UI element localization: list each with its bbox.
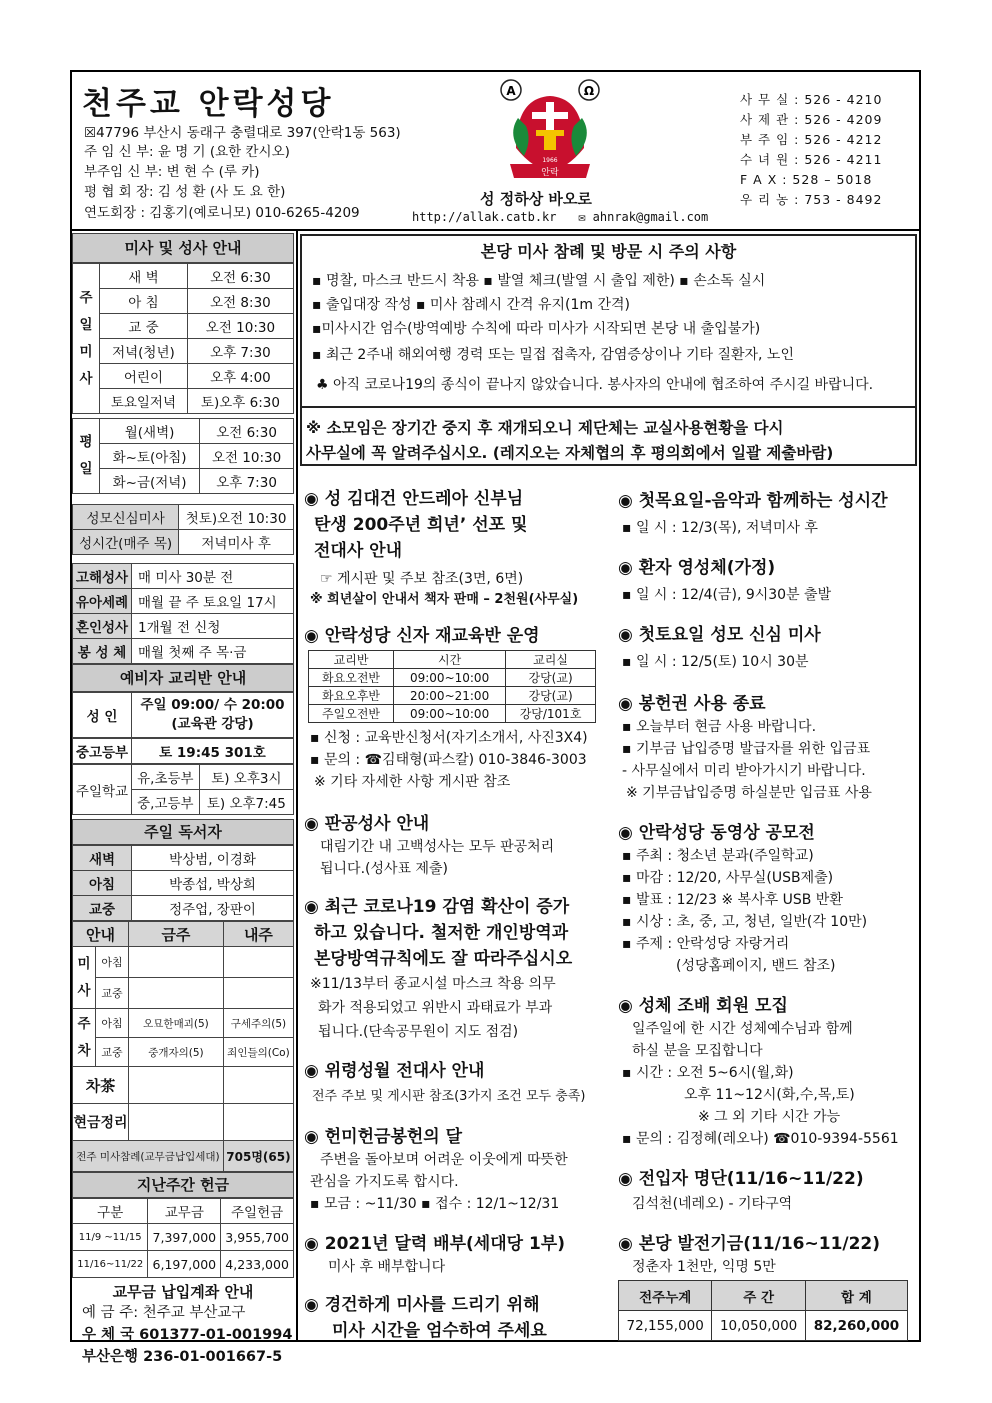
devotion-name: 성시간(매주 목) <box>73 530 179 555</box>
souls-title: ◉ 위령성월 전대사 안내 <box>304 1061 485 1081</box>
kim-line: ☞ 게시판 및 주보 참조(3면, 6면) <box>320 571 524 587</box>
contact-farm: 우 리 농 : 753 - 8492 <box>740 192 883 207</box>
video-line: ▪ 마감 : 12/20, 사무실(USB제출) <box>622 870 834 886</box>
mass-name: 새 벽 <box>100 264 188 289</box>
mass-name: 아 침 <box>100 289 188 314</box>
sacrament-info: 1개월 전 신청 <box>132 614 294 639</box>
coupon-line: ▪ 오늘부터 현금 사용 바랍니다. <box>622 719 817 735</box>
mass-time: 오후 7:30 <box>200 469 294 494</box>
fund-weekly: 10,050,000 <box>712 1311 805 1341</box>
mass-time: 오전 6:30 <box>200 419 294 444</box>
council-line: 평 협 회 장: 김 성 환 (사 도 요 한) <box>84 184 286 200</box>
punctual-title: ◉ 경건하게 미사를 드리기 위해 <box>304 1295 540 1315</box>
duty-slot: 아침 <box>96 1009 129 1038</box>
duty-table <box>72 921 294 1172</box>
confession-line: 됩니다.(성사표 제출) <box>320 861 449 877</box>
duty-header: 금주 <box>129 922 224 947</box>
coupon-line: ▪ 기부금 납입증명 발급자를 위한 입금표 <box>622 741 871 757</box>
covid-line: 화가 적용되었고 위반시 과태료가 부과 <box>318 1000 553 1016</box>
mass-name: 화~토(아침) <box>100 444 200 469</box>
offering-header: 주일헌금 <box>221 1199 294 1224</box>
sacrament-name: 유아세례 <box>73 589 132 614</box>
duty-slot: 교중 <box>96 978 129 1009</box>
edu-header: 시간 <box>394 651 506 669</box>
contact-fax: F A X : 528 – 5018 <box>740 172 873 187</box>
offering-header: 구분 <box>73 1199 148 1224</box>
sacrament-name: 혼인성사 <box>73 614 132 639</box>
homepage-link[interactable]: http://allak.catb.kr <box>412 210 557 224</box>
adoration-line: 일주일에 한 시간 성체예수님과 함께 <box>632 1021 853 1037</box>
memorial-line: 연도회장 : 김홍기(예로니모) 010-6265-4209 <box>84 205 360 221</box>
edu-time: 09:00~10:00 <box>394 669 506 687</box>
mail-icon: ✉ <box>578 210 586 224</box>
left-sidebar <box>72 233 294 1368</box>
catechism-table <box>72 692 294 738</box>
offering-period: 11/9 ~11/15 <box>73 1224 148 1251</box>
parking-duty-label: 주 차 <box>73 1009 96 1067</box>
web-links <box>412 210 708 224</box>
header-divider <box>70 229 921 231</box>
weekday-mass-table <box>72 418 294 494</box>
kim-title: 탄생 200주년 희년’ 선포 및 <box>314 515 528 535</box>
coupon-line: ※ 기부금납입증명 하실분만 입금표 사용 <box>626 785 872 801</box>
youth-table <box>72 738 294 764</box>
charity-title: ◉ 헌미헌금봉헌의 달 <box>304 1127 463 1147</box>
offering-dues: 6,197,000 <box>148 1251 221 1278</box>
video-line: (성당홈페이지, 밴드 참조) <box>676 958 836 974</box>
offering-sunday: 4,233,000 <box>221 1251 294 1278</box>
column-divider <box>296 231 298 1342</box>
mass-name: 화~금(저녁) <box>100 469 200 494</box>
sacrament-name: 고해성사 <box>73 564 132 589</box>
account-title: 교무금 납입계좌 안내 <box>112 1283 254 1301</box>
notice-title: 본당 미사 참례 및 방문 시 주의 사항 <box>480 242 737 261</box>
adult-place: (교육관 강당) <box>171 716 254 732</box>
mass-time: 오전 8:30 <box>187 289 293 314</box>
video-line: ▪ 주제 : 안락성당 자랑거리 <box>622 936 790 952</box>
right-column <box>618 486 916 1341</box>
tea-label: 차茶 <box>73 1067 129 1104</box>
fund-table <box>618 1280 908 1341</box>
school-time: 토) 오후7:45 <box>199 790 293 815</box>
edu-room: 강당(교) <box>506 687 596 705</box>
mass-time: 토)오후 6:30 <box>187 389 293 414</box>
duty-this: 오묘한매괴(5) <box>129 1009 224 1038</box>
kim-title: 전대사 안내 <box>314 541 403 561</box>
adoration-line: ※ 그 외 기타 시간 가능 <box>698 1109 841 1125</box>
confession-line: 대림기간 내 고백성사는 모두 판공처리 <box>320 839 555 855</box>
weekday-label: 평 일 <box>73 419 100 494</box>
reader-slot: 교중 <box>73 896 132 921</box>
offering-title: 지난주간 헌금 <box>72 1172 294 1198</box>
edu-table <box>308 650 596 723</box>
devotion-table <box>72 504 294 555</box>
mass-time: 오전 10:30 <box>187 314 293 339</box>
confession-title: ◉ 판공성사 안내 <box>304 814 430 834</box>
adult-label: 성 인 <box>73 693 132 738</box>
video-line: ▪ 시상 : 초, 중, 고, 청년, 일반(각 10만) <box>622 914 868 930</box>
mass-duty-label: 미 사 <box>73 947 96 1009</box>
catechism-title: 예비자 교리반 안내 <box>72 664 294 692</box>
parish-logo <box>496 78 604 182</box>
adoration-line: ▪ 문의 : 김정혜(레오나) ☎010-9394-5561 <box>622 1131 899 1147</box>
reader-slot: 아침 <box>73 871 132 896</box>
edu-line: ▪ 문의 : ☎김태형(파스칼) 010-3846-3003 <box>310 752 587 768</box>
notice-bottom: 사무실에 꼭 알려주십시오. (레지오는 자체협의 후 평의회에서 일괄 제출바람) <box>306 444 834 462</box>
punctual-title: 미사 시간을 엄수하여 주세요 <box>332 1321 547 1341</box>
duty-slot: 교중 <box>96 1038 129 1067</box>
school-label: 주일학교 <box>73 765 132 815</box>
newcomer-title: ◉ 전입자 명단(11/16~11/22) <box>618 1169 864 1189</box>
mass-name: 토요일저녁 <box>100 389 188 414</box>
covid-title: 하고 있습니다. 철저한 개인방역과 <box>314 923 569 943</box>
edu-class: 주일오전반 <box>309 705 394 723</box>
cash-label: 현금정리 <box>73 1104 129 1141</box>
contact-convent: 수 녀 원 : 526 - 4211 <box>740 152 883 167</box>
attendance-label: 전주 미사참례(교무금납입세대) <box>73 1141 224 1172</box>
duty-next: 죄인들의(Co) <box>223 1038 293 1067</box>
patron-saint: 성 정하상 바오로 <box>480 190 592 208</box>
adoration-line: 하실 분을 모집합니다 <box>632 1043 763 1059</box>
duty-this: 중개자의(5) <box>129 1038 224 1067</box>
notice-box <box>300 234 917 466</box>
edu-header: 교리반 <box>309 651 394 669</box>
account-post: 우 체 국 601377-01-001994 <box>82 1327 293 1343</box>
readers-title: 주일 독서자 <box>72 819 294 845</box>
video-line: ▪ 발표 : 12/23 ※ 복사후 USB 반환 <box>622 892 843 908</box>
notice-bottom: ※ 소모임은 장기간 중지 후 재개되오니 제단체는 교실사용현황을 다시 <box>306 419 784 437</box>
mass-section-title: 미사 및 성사 안내 <box>72 233 294 263</box>
coupon-title: ◉ 봉헌권 사용 종료 <box>618 694 766 714</box>
offering-table <box>72 1198 294 1278</box>
assistant-line: 부주임 신 부: 변 현 수 (루 카) <box>84 164 260 180</box>
school-table <box>72 764 294 815</box>
fund-cumulative: 72,155,000 <box>619 1311 712 1341</box>
mass-time: 오전 10:30 <box>200 444 294 469</box>
logo-name-text: 안락 <box>541 168 559 178</box>
covid-line: 됩니다.(단속공무원이 지도 점검) <box>318 1024 519 1040</box>
music-title: ◉ 첫목요일-음악과 함께하는 성시간 <box>618 491 888 511</box>
reader-names: 박종섭, 박상희 <box>132 871 294 896</box>
edu-line: ▪ 신청 : 교육반신청서(자기소개서, 사진3X4) <box>310 730 588 746</box>
school-grade: 중,고등부 <box>132 790 200 815</box>
fund-header: 합 계 <box>805 1281 907 1311</box>
kim-line: ※ 희년살이 안내서 책자 판매 – 2천원(사무실) <box>310 592 579 607</box>
mass-time: 오전 6:30 <box>187 264 293 289</box>
fund-line: 정춘자 1천만, 익명 5만 <box>632 1259 776 1275</box>
duty-slot: 아침 <box>96 947 129 978</box>
fund-total: 82,260,000 <box>805 1311 907 1341</box>
offering-period: 11/16~11/22 <box>73 1251 148 1278</box>
charity-line: 관심을 가지도록 합시다. <box>310 1174 459 1190</box>
saturday-title: ◉ 첫토요일 성모 신심 미사 <box>618 625 821 645</box>
notice-line: ▪ 최근 2주내 해외여행 경력 또는 밀접 접촉자, 감염증상이나 기타 질환자, 노인 <box>312 347 794 363</box>
edu-room: 강당/101호 <box>506 705 596 723</box>
fund-title: ◉ 본당 발전기금(11/16~11/22) <box>618 1234 881 1254</box>
sunday-mass-table <box>72 263 294 414</box>
email-link[interactable]: ahnrak@gmail.com <box>592 210 709 224</box>
charity-line: 주변을 돌아보며 어려운 이웃에게 따뜻한 <box>320 1152 568 1168</box>
newcomer-line: 김석천(네레오) - 기타구역 <box>632 1196 793 1212</box>
covid-title: 본당방역규칙에도 잘 따라주십시오 <box>314 949 573 969</box>
offering-header: 교무금 <box>148 1199 221 1224</box>
duty-this <box>129 947 224 978</box>
reader-names: 정주업, 장판이 <box>132 896 294 921</box>
address: ☒47796 부산시 동래구 충렬대로 397(안락1동 563) <box>84 125 401 141</box>
duty-next <box>223 978 293 1009</box>
account-bank: 부산은행 236-01-001667-5 <box>82 1349 283 1365</box>
youth-time: 토 19:45 301호 <box>132 739 294 764</box>
sunday-label: 주 일 미 사 <box>73 264 100 414</box>
covid-line: ※11/13부터 종교시설 마스크 착용 의무 <box>310 976 556 992</box>
edu-title: ◉ 안락성당 신자 재교육반 운영 <box>304 626 540 646</box>
edu-time: 09:00~10:00 <box>394 705 506 723</box>
notice-line: ▪ 출입대장 작성 ▪ 미사 참례시 간격 유지(1m 간격) <box>312 297 630 313</box>
sacrament-name: 봉 성 체 <box>73 639 132 664</box>
sacrament-info: 매 미사 30분 전 <box>132 564 294 589</box>
duty-header: 안내 <box>73 922 129 947</box>
covid-title: ◉ 최근 코로나19 감염 확산이 증가 <box>304 897 570 917</box>
edu-line: ※ 기타 자세한 사항 게시판 참조 <box>314 774 511 790</box>
school-grade: 유,초등부 <box>132 765 200 790</box>
duty-this <box>129 978 224 1009</box>
middle-column <box>304 486 604 1344</box>
devotion-time: 첫토)오전 10:30 <box>179 505 294 530</box>
notice-divider <box>302 406 915 408</box>
duty-header: 내주 <box>223 922 293 947</box>
sacrament-info: 매월 첫째 주 목·금 <box>132 639 294 664</box>
edu-room: 강당(교) <box>506 669 596 687</box>
omega-text: Ω <box>583 84 595 98</box>
saturday-line: ▪ 일 시 : 12/5(토) 10시 30분 <box>622 654 809 670</box>
reader-names: 박상범, 이경화 <box>132 846 294 871</box>
parish-title: 천주교 안락성당 <box>82 86 335 122</box>
adoration-line: ▪ 시간 : 오전 5~6시(월,화) <box>622 1065 794 1081</box>
sacrament-info: 매월 끝 주 토요일 17시 <box>132 589 294 614</box>
devotion-time: 저녁미사 후 <box>179 530 294 555</box>
mass-time: 오후 4:00 <box>187 364 293 389</box>
contact-office: 사 무 실 : 526 - 4210 <box>740 92 883 107</box>
sick-title: ◉ 환자 영성체(가정) <box>618 558 776 578</box>
music-line: ▪ 일 시 : 12/3(목), 저녁미사 후 <box>622 520 818 536</box>
readers-table <box>72 845 294 921</box>
edu-time: 20:00~21:00 <box>394 687 506 705</box>
notice-line: ♣ 아직 코로나19의 종식이 끝나지 않았습니다. 봉사자의 안내에 협조하여 주시길 바랍니다. <box>316 377 874 393</box>
contact-assistant: 부 주 임 : 526 - 4212 <box>740 132 883 147</box>
alpha-text: A <box>506 84 516 98</box>
contact-list <box>740 90 882 210</box>
duty-next <box>223 947 293 978</box>
edu-header: 교리실 <box>506 651 596 669</box>
pastor-line: 주 임 신 부: 윤 명 기 (요한 칸시오) <box>84 144 290 160</box>
edu-class: 화요오전반 <box>309 669 394 687</box>
reader-slot: 새벽 <box>73 846 132 871</box>
adoration-title: ◉ 성체 조배 회원 모집 <box>618 996 788 1016</box>
mass-name: 교 중 <box>100 314 188 339</box>
fund-header: 전주누계 <box>619 1281 712 1311</box>
coupon-line: - 사무실에서 미리 받아가시기 바랍니다. <box>622 763 866 779</box>
video-title: ◉ 안락성당 동영상 공모전 <box>618 823 815 843</box>
offering-dues: 7,397,000 <box>148 1224 221 1251</box>
school-time: 토) 오후3시 <box>199 765 293 790</box>
youth-label: 중고등부 <box>73 739 132 764</box>
adult-time: 주일 09:00/ 수 20:00 <box>140 697 285 713</box>
offering-sunday: 3,955,700 <box>221 1224 294 1251</box>
sick-line: ▪ 일 시 : 12/4(금), 9시30분 출발 <box>622 587 832 603</box>
mass-time: 오후 7:30 <box>187 339 293 364</box>
notice-line: ▪ 명찰, 마스크 반드시 착용 ▪ 발열 체크(발열 시 출입 제한) ▪ 손소독 실시 <box>312 273 766 289</box>
mass-name: 저녁(청년) <box>100 339 188 364</box>
contact-rectory: 사 제 관 : 526 - 4209 <box>740 112 883 127</box>
souls-line: 전주 주보 및 게시판 참조(3가지 조건 모두 충족) <box>312 1089 586 1104</box>
devotion-name: 성모신심미사 <box>73 505 179 530</box>
mass-name: 어린이 <box>100 364 188 389</box>
adoration-line: 오후 11~12시(화,수,목,토) <box>684 1087 855 1103</box>
mass-name: 월(새벽) <box>100 419 200 444</box>
calendar-line: 미사 후 배부합니다 <box>328 1259 446 1275</box>
sacrament-table <box>72 563 294 664</box>
logo-year-text: 1966 <box>542 157 558 164</box>
video-line: ▪ 주최 : 청소년 분과(주일학교) <box>622 848 814 864</box>
attendance-value: 705명(65) <box>223 1141 293 1172</box>
notice-line: ▪미사시간 엄수(방역예방 수칙에 따라 미사가 시작되면 본당 내 출입불가) <box>312 321 761 337</box>
duty-next: 구세주의(5) <box>223 1009 293 1038</box>
account-holder: 예 금 주: 천주교 부산교구 <box>82 1305 246 1321</box>
calendar-title: ◉ 2021년 달력 배부(세대당 1부) <box>304 1234 565 1254</box>
charity-line: ▪ 모금 : ~11/30 ▪ 접수 : 12/1~12/31 <box>310 1196 560 1212</box>
edu-class: 화요오후반 <box>309 687 394 705</box>
kim-title: ◉ 성 김대건 안드레아 신부님 <box>304 489 524 509</box>
fund-header: 주 간 <box>712 1281 805 1311</box>
